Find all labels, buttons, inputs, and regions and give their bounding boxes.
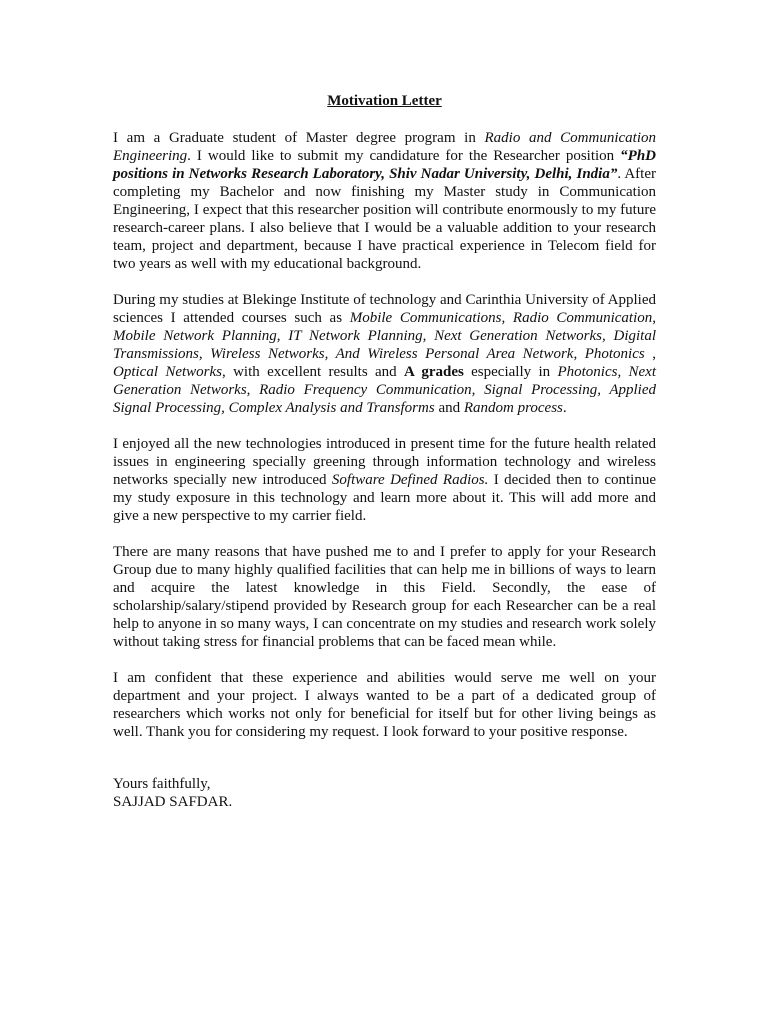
studies-course-list: Mobile Communications, Radio Communication, Mobile Network Planning, IT Network Planning, Next Generation Networks, Digital Transmissions, Wireless Networks, And Wireless Personal Area Network, Photonics: [113, 310, 656, 362]
paragraph-introduction: [113, 129, 656, 273]
studies-course-random: Random process: [463, 400, 563, 416]
studies-text-6: .: [562, 400, 567, 416]
studies-text-3: , with excellent results and: [222, 364, 404, 380]
intro-program-name: Radio and Communication Engineering: [113, 130, 656, 164]
signature-name: SAJJAD SAFDAR.: [113, 794, 233, 810]
closing-line: Yours faithfully,: [113, 776, 211, 792]
tech-text-1: I enjoyed all the new technologies introduced in present time for the future health related issues in engineering specially greening through information technology and wireless networks specially new introduced: [113, 436, 656, 488]
intro-text-1: I am a Graduate student of Master degree program in: [113, 130, 485, 146]
tech-text-2: I decided then to continue my study exposure in this technology and learn more about it. This will add more and give a new perspective to my carrier field.: [113, 472, 656, 524]
studies-grades: A grades: [404, 364, 464, 380]
intro-text-3: . After completing my Bachelor and now finishing my Master study in Communication Engineering, I expect that this researcher position will contribute enormously to my future research-career plans. I also believe that I would be a valuable addition to your research team, project and department, because I have practical experience in Telecom field for two years as well with my educational background.: [113, 166, 656, 272]
letter-page: [113, 92, 656, 811]
studies-text-4: especially in: [463, 364, 558, 380]
paragraph-reasons: There are many reasons that have pushed me to and I prefer to apply for your Research Group due to many highly qualified facilities that can help me in billions of ways to learn and acquire the latest knowledge in this Field. Secondly, the ease of scholarship/salary/stipend provided by Research group for each Researcher can be a real help to anyone in so many ways, I can concentrate on my studies and research work solely without taking stress for financial problems that can be faced mean while.: [113, 544, 656, 650]
studies-course-optical: Optical Networks: [113, 364, 222, 380]
studies-text-5: and: [434, 400, 464, 416]
studies-text-1: During my studies at Blekinge Institute of technology and Carinthia University of Applied sciences I attended courses such as: [113, 292, 656, 326]
intro-text-2: . I would like to submit my candidature for the Researcher position: [187, 148, 621, 164]
paragraph-technologies: [113, 435, 656, 525]
intro-position-name: “PhD positions in Networks Research Laboratory, Shiv Nadar University, Delhi, India”: [113, 148, 656, 182]
studies-text-2: ,: [644, 346, 657, 362]
paragraph-confidence: I am confident that these experience and abilities would serve me well on your department and your project. I always wanted to be a part of a dedicated group of researchers which works not only for beneficial for itself but for other living beings as well. Thank you for considering my request. I look forward to your positive response.: [113, 670, 656, 740]
studies-graded-courses: Photonics, Next Generation Networks, Radio Frequency Communication, Signal Processing, Applied Signal Processing, Complex Analysis and Transforms: [113, 364, 657, 416]
tech-sdr: Software Defined Radios.: [331, 472, 489, 488]
signoff-block: [113, 775, 656, 811]
letter-title: Motivation Letter: [327, 93, 442, 109]
paragraph-studies: [113, 291, 656, 417]
